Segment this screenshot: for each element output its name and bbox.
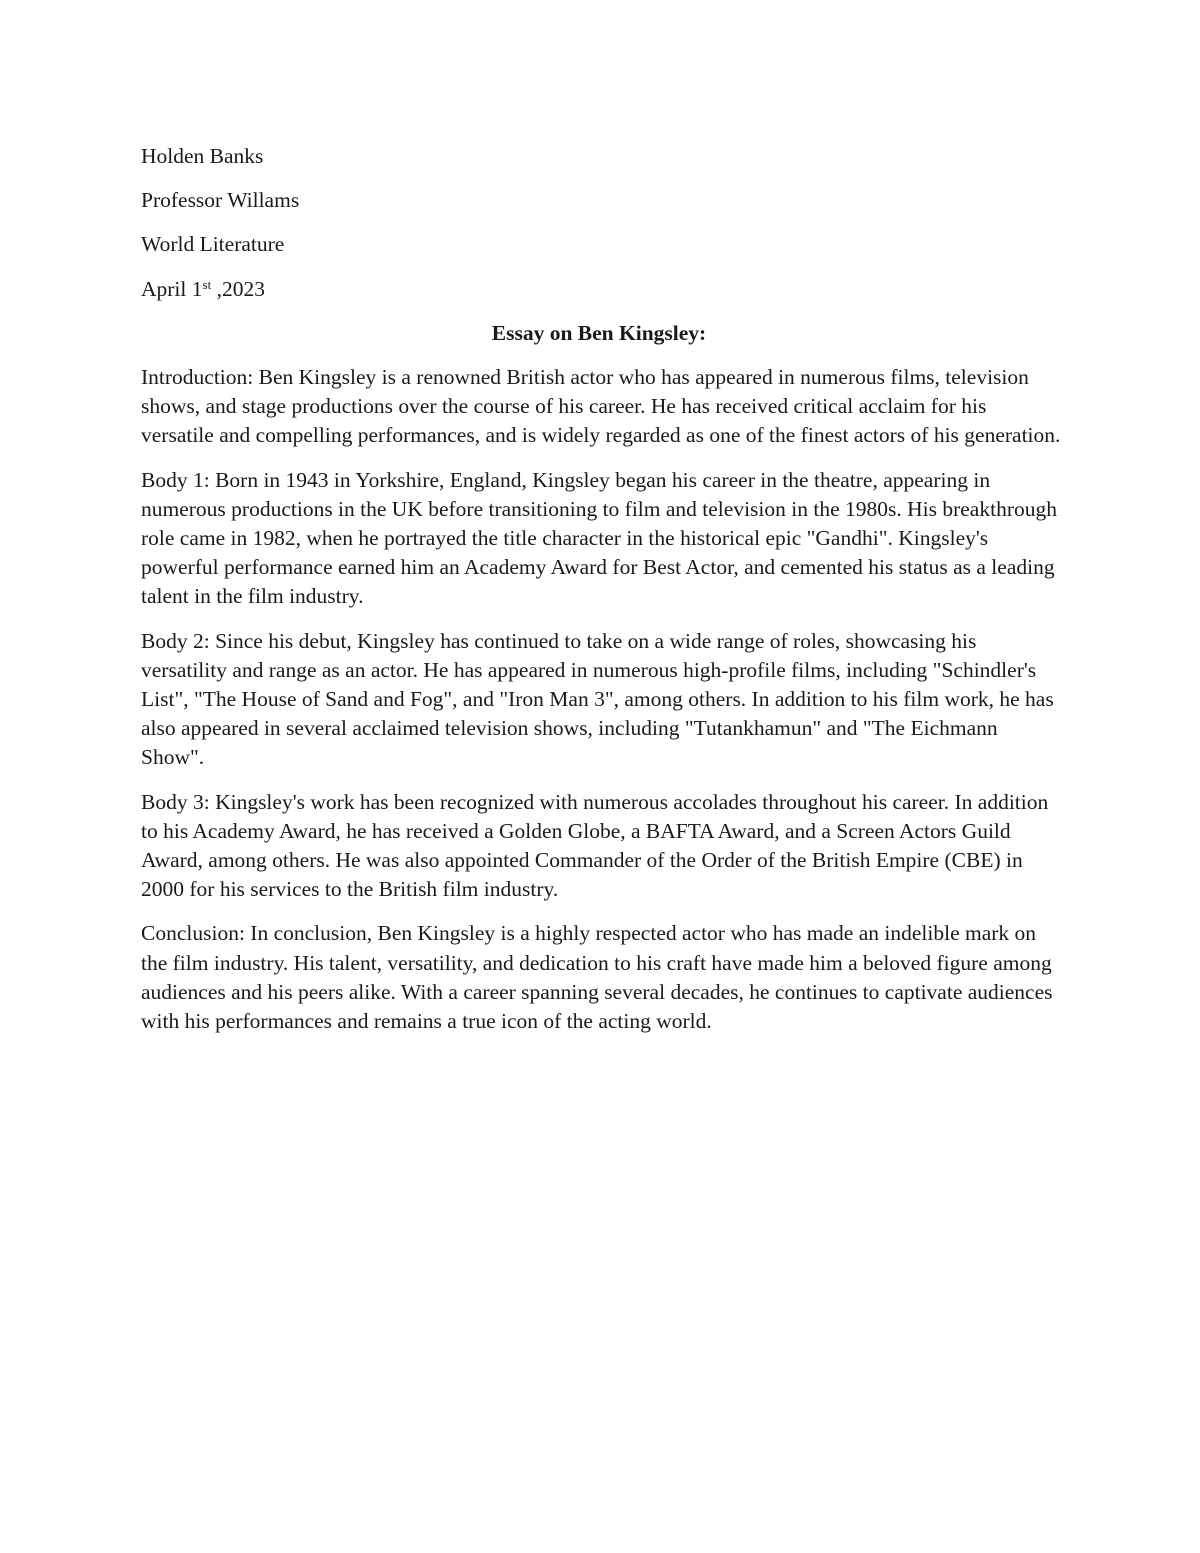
paragraph-conclusion: Conclusion: In conclusion, Ben Kingsley is a highly respected actor who has made an indelible mark on the film industry. His talent, versatility, and dedication to his craft have made him a beloved figure among audiences and his peers alike. With a career spanning several decades, he continues to captivate audiences with his performances and remains a true icon of the acting world.: [141, 921, 1053, 1034]
essay-date: [141, 275, 1061, 304]
date-month-day: April 1: [141, 276, 203, 301]
date-ordinal-suffix: st: [202, 276, 212, 292]
essay-title: Essay on Ben Kingsley:: [491, 320, 707, 345]
paragraph-body-3: Body 3: Kingsley's work has been recognized with numerous accolades throughout his career. In addition to his Academy Award, he has received a Golden Globe, a BAFTA Award, and a Screen Actors Guild Award, among others. He was also appointed Commander of the Order of the British Empire (CBE) in 2000 for his services to the British film industry.: [141, 789, 1049, 902]
paragraph-body-1: Body 1: Born in 1943 in Yorkshire, England, Kingsley began his career in the theatre, appearing in numerous productions in the UK before transitioning to film and television in the 1980s. His breakthrough role came in 1982, when he portrayed the title character in the historical epic "Gandhi". Kingsley's powerful performance earned him an Academy Award for Best Actor, and cemented his status as a leading talent in the film industry.: [141, 467, 1057, 609]
instructor-name: Professor Willams: [141, 188, 300, 213]
date-year: ,2023: [211, 276, 265, 301]
paragraph-introduction: Introduction: Ben Kingsley is a renowned British actor who has appeared in numerous films, television shows, and stage productions over the course of his career. He has received critical acclaim for his versatile and compelling performances, and is widely regarded as one of the finest actors of his generation.: [141, 365, 1061, 448]
document-body: [141, 142, 1061, 1051]
paragraph-body-2: Body 2: Since his debut, Kingsley has continued to take on a wide range of roles, showcasing his versatility and range as an actor. He has appeared in numerous high-profile films, including "Schindler's List", "The House of Sand and Fog", and "Iron Man 3", among others. In addition to his film work, he has also appeared in several acclaimed television shows, including "Tutankhamun" and "The Eichmann Show".: [141, 628, 1054, 770]
author-name: Holden Banks: [141, 144, 264, 168]
course-name: World Literature: [141, 232, 285, 257]
